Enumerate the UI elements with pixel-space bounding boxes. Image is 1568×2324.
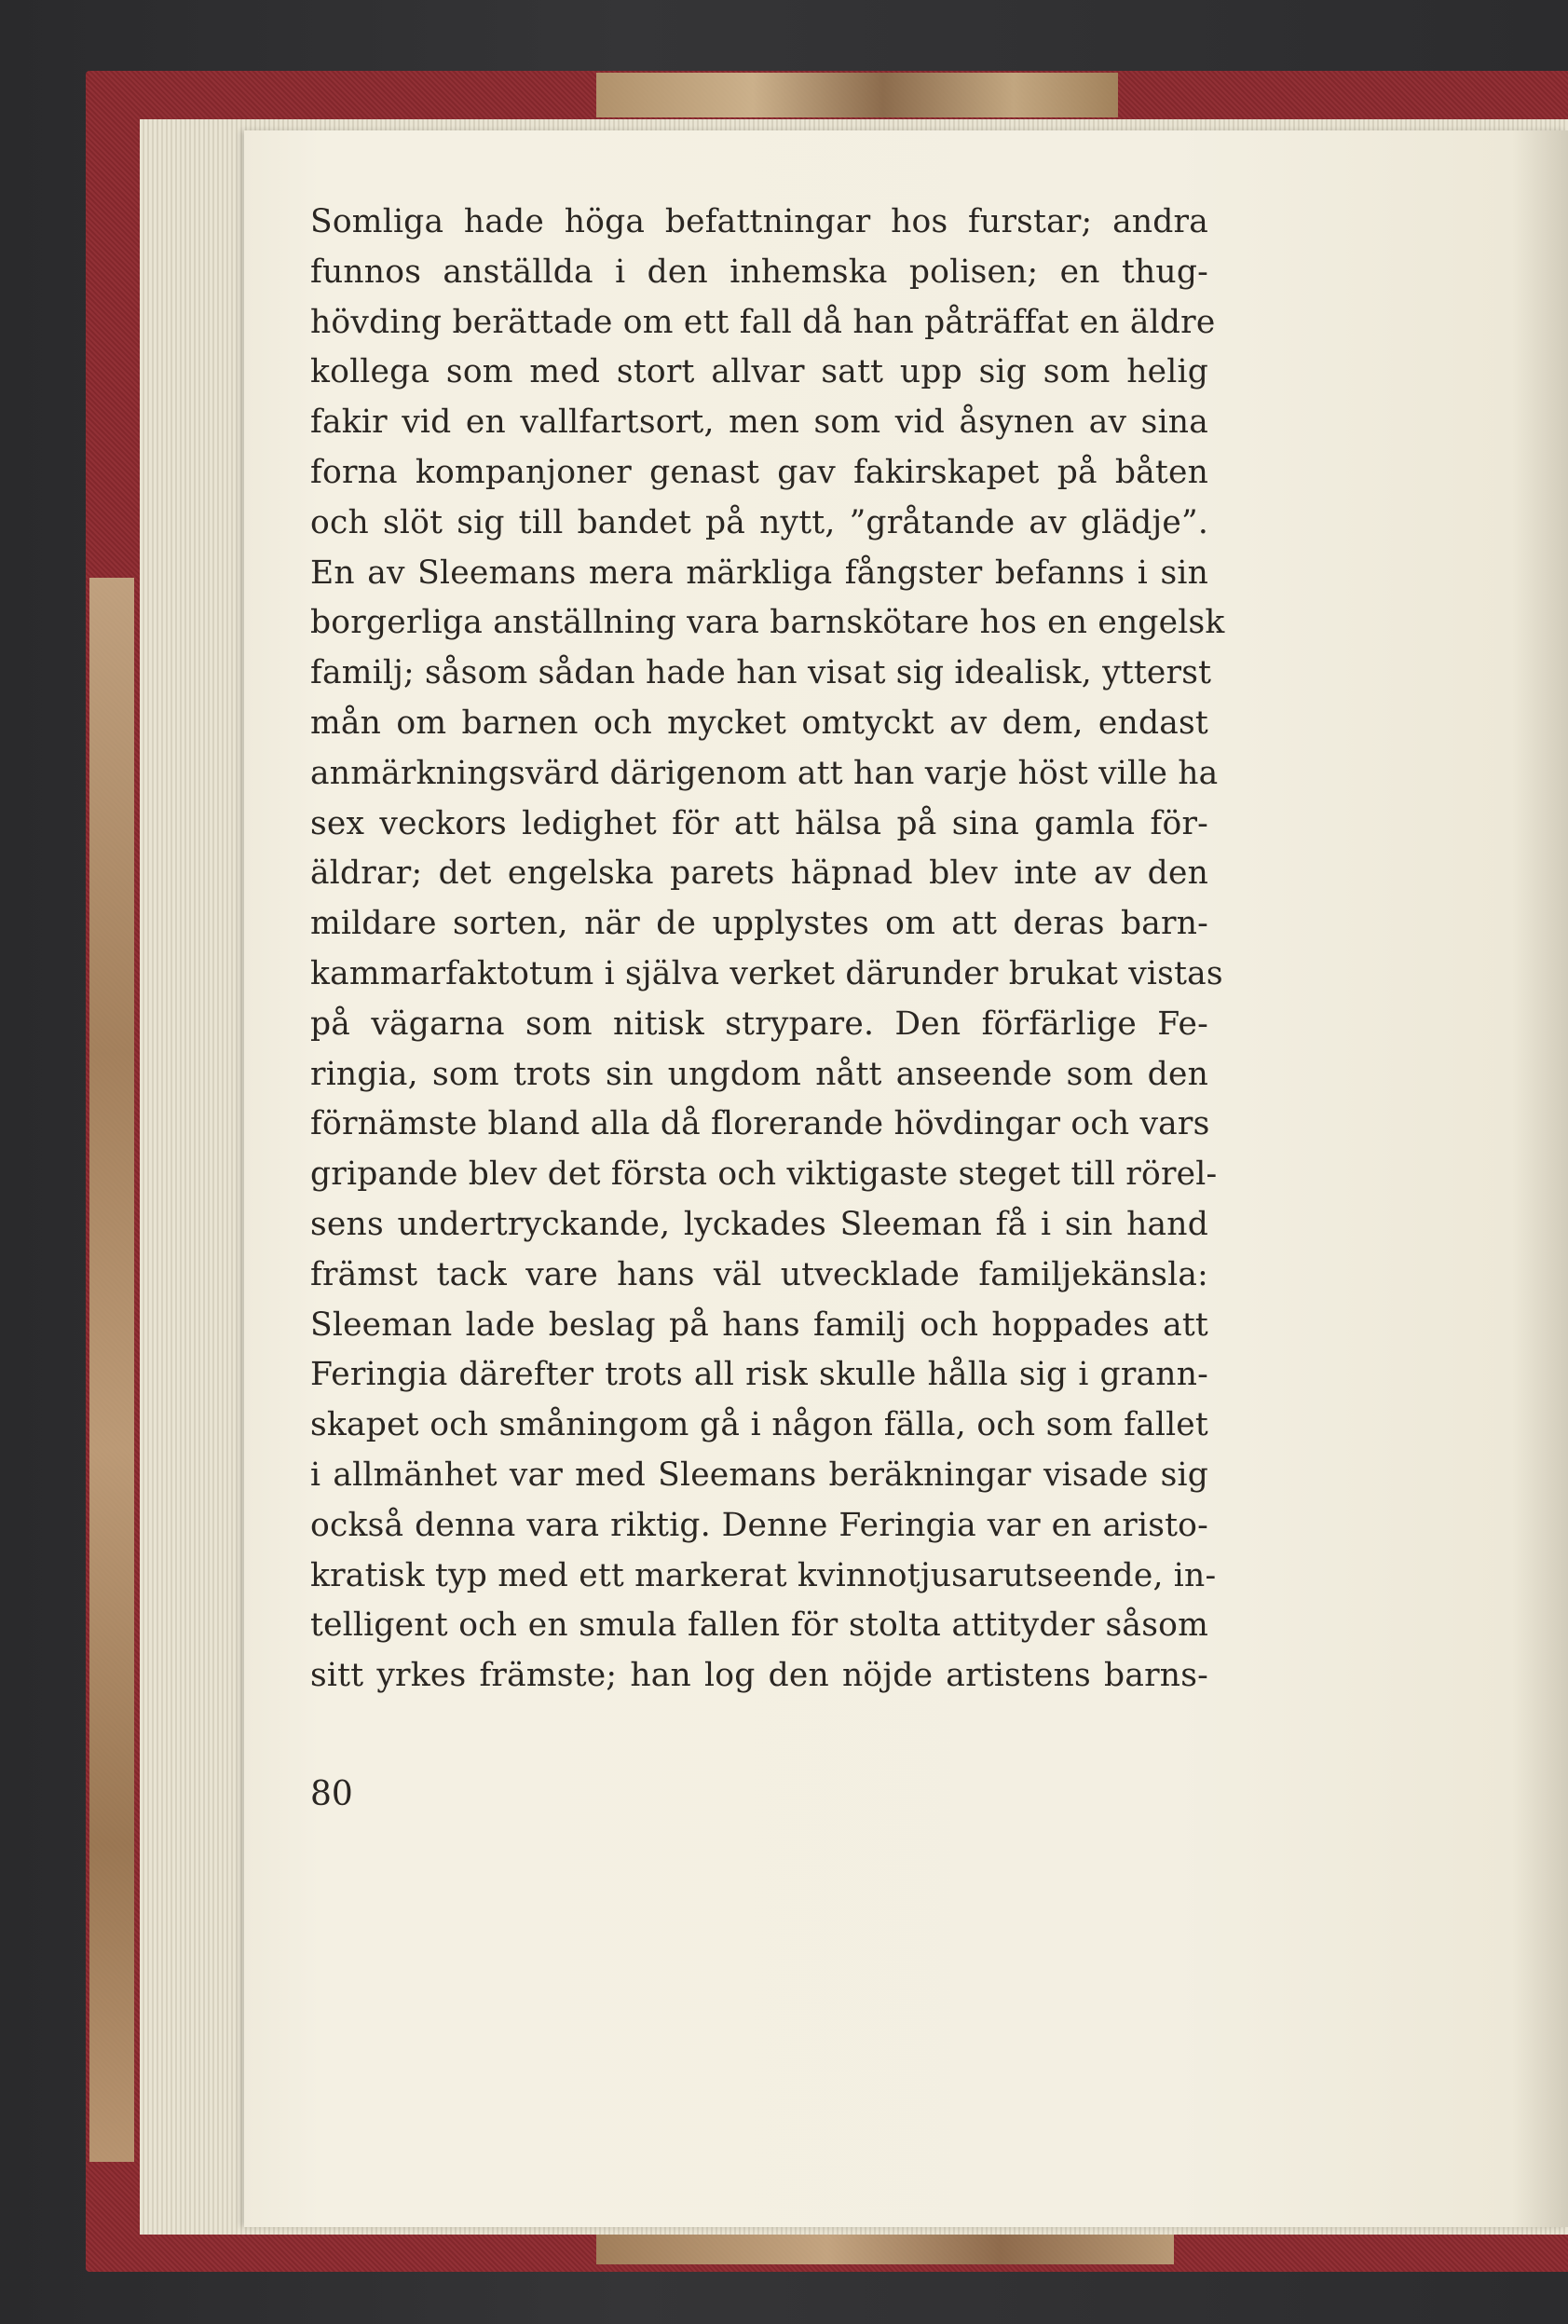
text-line: telligent och en smula fallen för stolta attityder såsom [310,1606,1208,1645]
cover-wear-top [596,73,1118,117]
text-line: kollega som med stort allvar satt upp sig som helig [310,353,1208,391]
text-line: funnos anställda i den inhemska polisen; en thug- [310,253,1208,291]
text-line: förnämste bland alla då florerande hövdingar och vars [310,1105,1210,1143]
gutter-shadow [1512,130,1568,2227]
text-line: familj; såsom sådan hade han visat sig idealisk, ytterst [310,654,1212,692]
text-line: sex veckors ledighet för att hälsa på sina gamla för- [310,804,1208,842]
body-text [310,198,1225,1702]
text-line: ringia, som trots sin ungdom nått anseende som den [310,1055,1208,1093]
text-line: sitt yrkes främste; han log den nöjde artistens barns- [310,1657,1208,1695]
text-line: mildare sorten, när de upplystes om att deras barn- [310,905,1208,943]
text-line: mån om barnen och mycket omtyckt av dem, endast [310,704,1208,742]
text-line: anmärkningsvärd därigenom att han varje höst ville ha [310,754,1219,792]
text-line: och slöt sig till bandet på nytt, ”gråtande av glädje”. [310,503,1208,541]
text-line: främst tack vare hans väl utvecklade familjekänsla: [310,1255,1208,1293]
text-line: i allmänhet var med Sleemans beräkningar visade sig [310,1456,1208,1494]
text-line: Feringia därefter trots all risk skulle hålla sig i grann- [310,1356,1208,1394]
text-line: skapet och småningom gå i någon fälla, och som fallet [310,1406,1208,1444]
text-line: äldrar; det engelska parets häpnad blev inte av den [310,854,1208,893]
text-line: också denna vara riktig. Denne Feringia var en aristo- [310,1506,1208,1544]
text-line: gripande blev det första och viktigaste steget till rörel- [310,1155,1218,1194]
cover-wear-spine [89,578,134,2162]
text-line: hövding berättade om ett fall då han påträffat en äldre [310,303,1216,341]
text-line: En av Sleemans mera märkliga fångster befanns i sin [310,554,1208,592]
page-number: 80 [310,1775,353,1813]
text-line: fakir vid en vallfartsort, men som vid åsynen av sina [310,403,1208,442]
text-line: på vägarna som nitisk strypare. Den förfärlige Fe- [310,1005,1208,1043]
text-line: sens undertryckande, lyckades Sleeman få i sin hand [310,1205,1208,1243]
text-line: borgerliga anställning vara barnskötare hos en engelsk [310,604,1225,642]
cover-wear-bottom [596,2233,1174,2264]
text-line: Sleeman lade beslag på hans familj och hoppades att [310,1306,1208,1344]
text-line: forna kompanjoner genast gav fakirskapet på båten [310,453,1208,491]
text-line: Somliga hade höga befattningar hos furstar; andra [310,203,1208,240]
text-line: kratisk typ med ett markerat kvinnotjusarutseende, in- [310,1556,1217,1594]
text-line: kammarfaktotum i själva verket därunder brukat vistas [310,954,1223,992]
